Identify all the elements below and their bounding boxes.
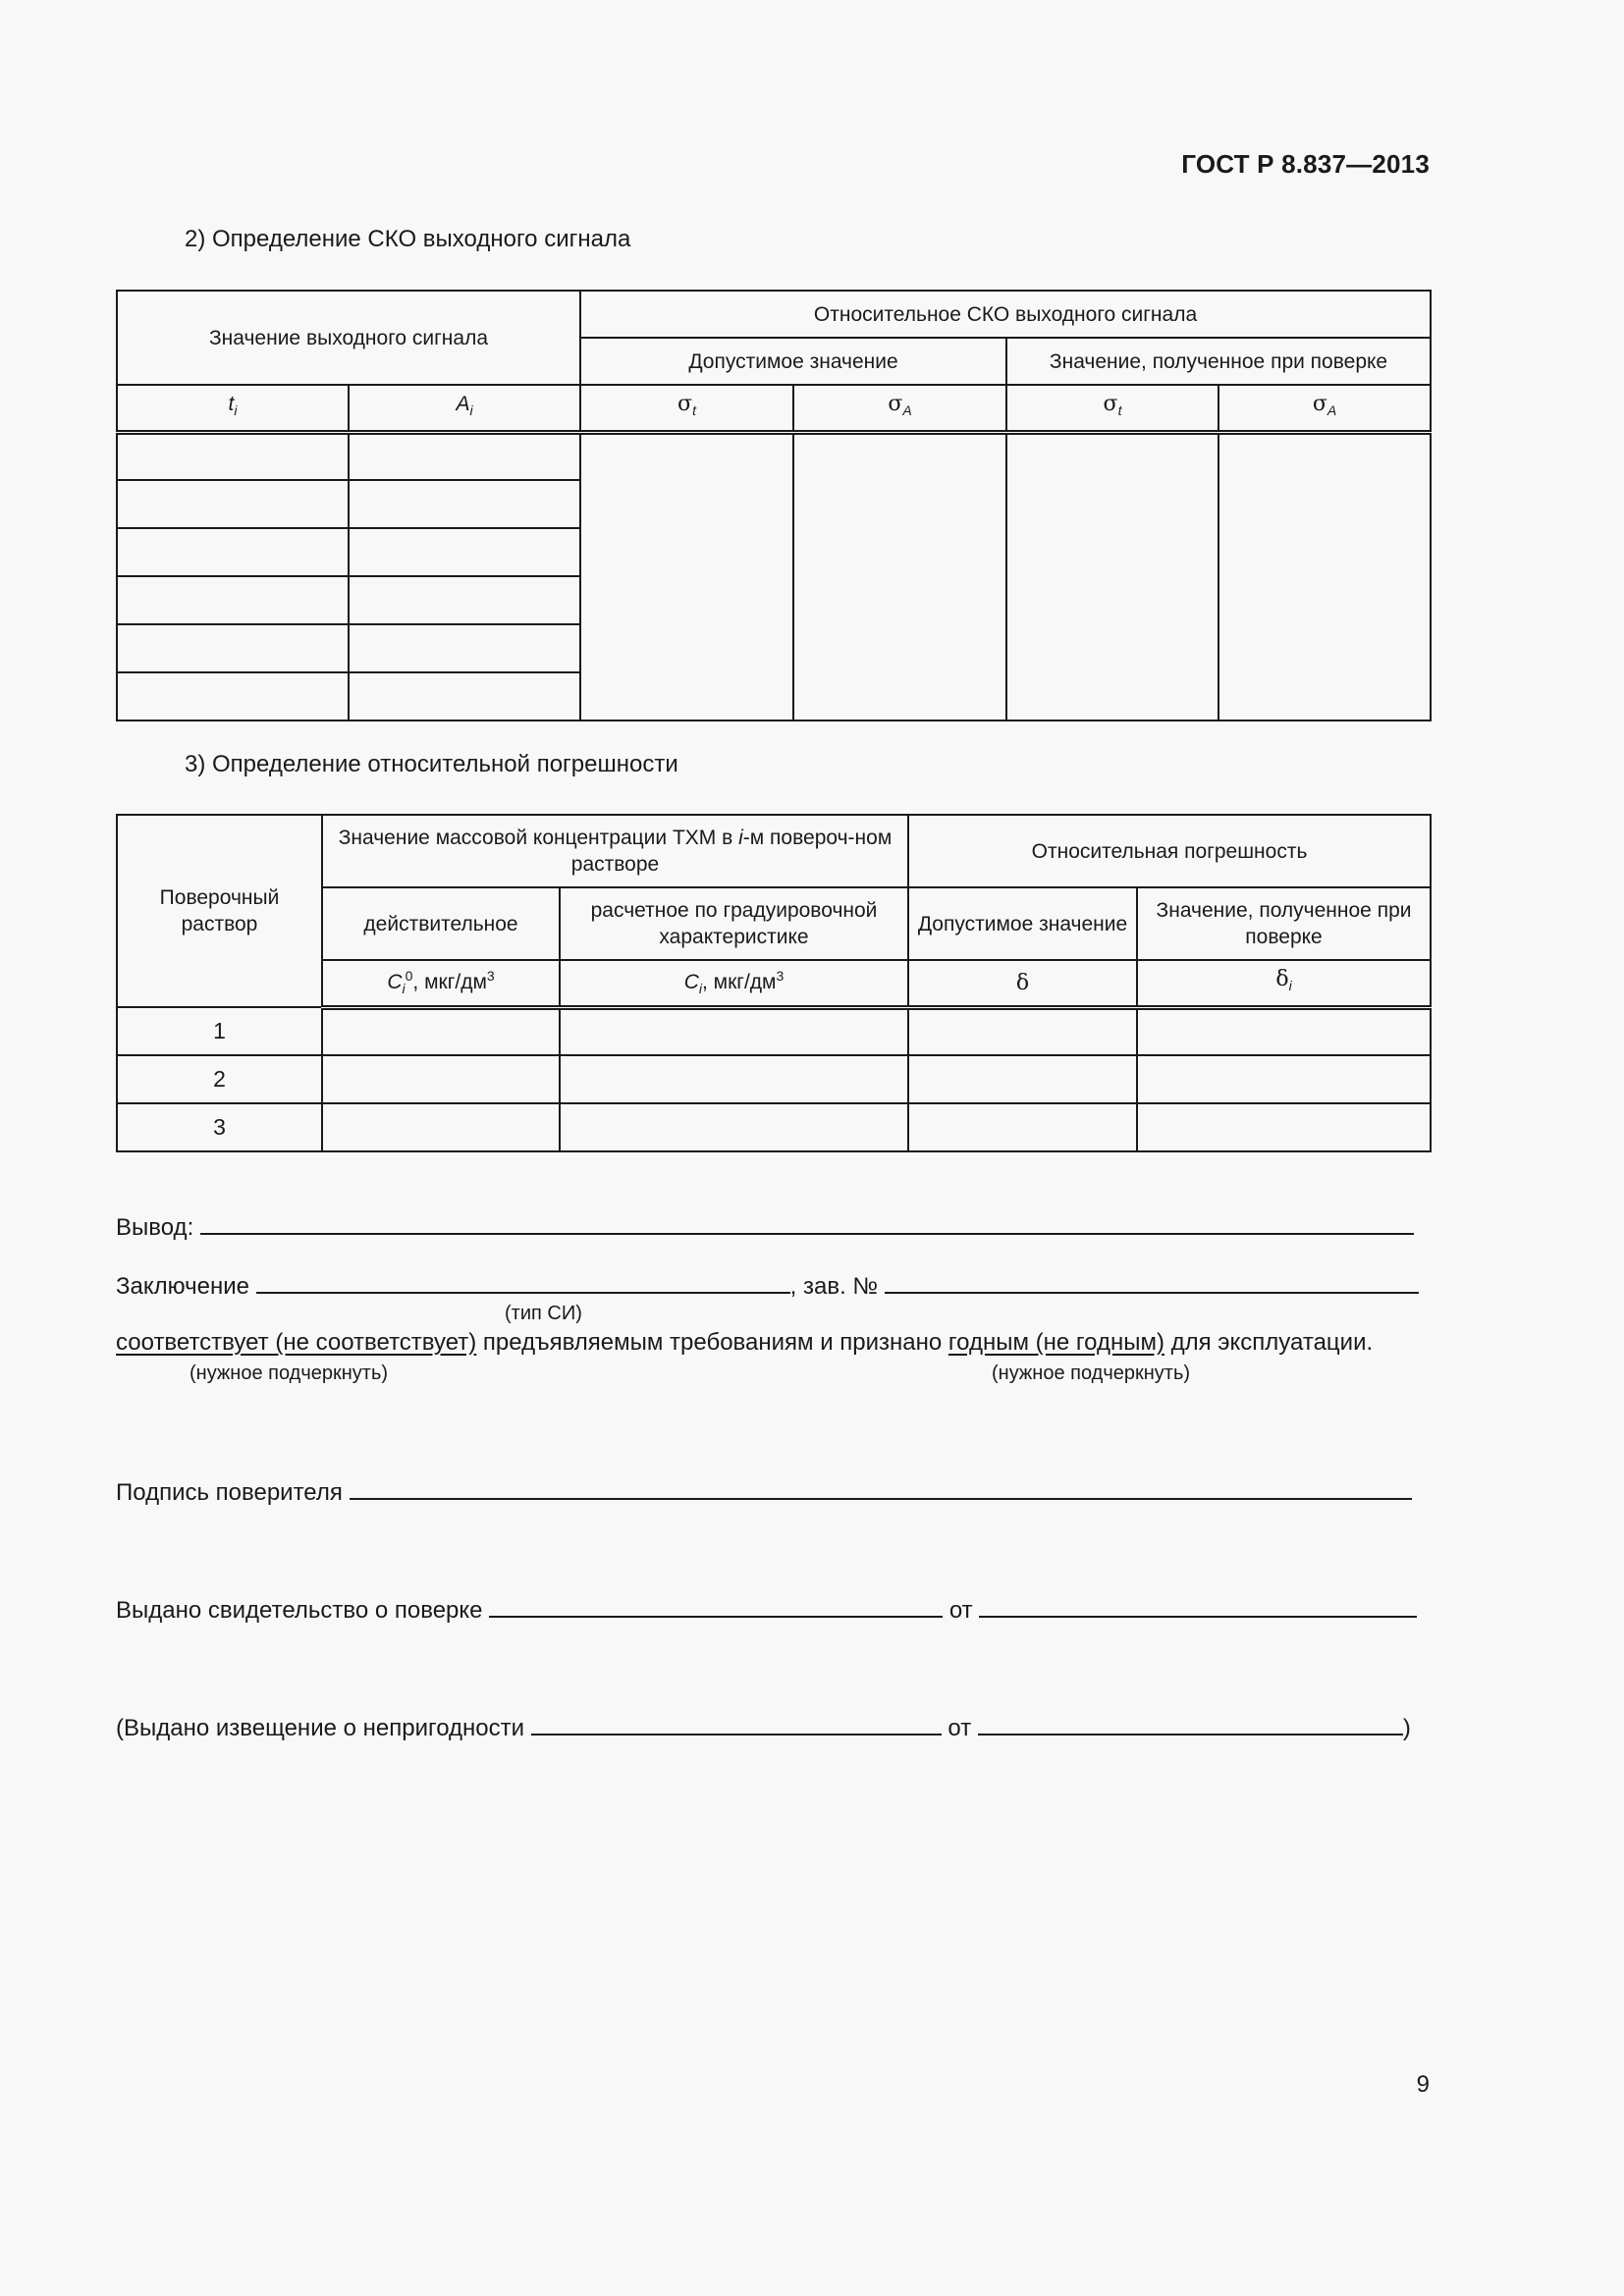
certificate-date-field[interactable] [979, 1594, 1417, 1618]
si-type-note: (тип СИ) [505, 1303, 582, 1324]
table-cell [560, 1103, 908, 1151]
row-number: 2 [117, 1055, 322, 1103]
notice-label: (Выдано извещение о непригодности [116, 1715, 525, 1741]
header-allowed-value: Допустимое значение [908, 887, 1137, 960]
from-label: от [947, 1715, 972, 1741]
si-type-field[interactable] [256, 1270, 790, 1294]
symbol-sigma-t-allowed: $\sigma_t$ [580, 385, 793, 432]
table-cell [1006, 432, 1218, 721]
table-cell [908, 1007, 1137, 1055]
header-obtained-value: Значение, полученное при поверке [1137, 887, 1431, 960]
conclusion-row [116, 1211, 1414, 1242]
header-actual: действительное [322, 887, 560, 960]
header-output-signal: Значение выходного сигнала [117, 291, 580, 385]
table-cell [560, 1055, 908, 1103]
table-cell [117, 528, 349, 576]
document-code: ГОСТ Р 8.837—2013 [1181, 149, 1430, 179]
table-cell [560, 1007, 908, 1055]
table-cell [117, 432, 349, 480]
table-cell [349, 432, 580, 480]
page-number: 9 [1416, 2071, 1430, 2098]
table-cell [322, 1007, 560, 1055]
header-mass-concentration: Значение массовой концентрации ТХМ в i-м повероч-ном растворе [322, 815, 908, 887]
serial-number-field[interactable] [885, 1270, 1419, 1294]
symbol-sigma-a-obtained: $\sigma_A$ [1218, 385, 1431, 432]
table-cell [349, 672, 580, 721]
table-cell [1137, 1103, 1431, 1151]
sko-table [116, 290, 1432, 721]
table-cell [908, 1103, 1137, 1151]
table-cell [117, 480, 349, 528]
section-3-title: 3) Определение относительной погрешности [185, 751, 678, 777]
header-rel-sko: Относительное СКО выходного сигнала [580, 291, 1431, 338]
table-cell [1137, 1007, 1431, 1055]
underline-note-2: (нужное подчеркнуть) [992, 1362, 1191, 1384]
underline-note-1: (нужное подчеркнуть) [189, 1362, 389, 1384]
header-obtained-value: Значение, полученное при поверке [1006, 338, 1431, 385]
error-table [116, 814, 1432, 1152]
certificate-number-field[interactable] [489, 1594, 943, 1618]
symbol-sigma-t-obtained: $\sigma_t$ [1006, 385, 1218, 432]
header-calculated: расчетное по градуировочной характеристике [560, 887, 908, 960]
notice-date-field[interactable] [978, 1712, 1403, 1735]
header-allowed-value: Допустимое значение [580, 338, 1006, 385]
symbol-delta-i: $\delta_i$ [1137, 960, 1431, 1007]
notice-row [116, 1712, 1411, 1742]
table-cell [1137, 1055, 1431, 1103]
symbol-t: $t_i$ [117, 385, 349, 432]
table-cell [117, 576, 349, 624]
table-cell [908, 1055, 1137, 1103]
table-cell [322, 1055, 560, 1103]
table-cell [1218, 432, 1431, 721]
table-cell [349, 624, 580, 672]
symbol-a: $A_i$ [349, 385, 580, 432]
table-cell [580, 432, 793, 721]
table-cell [349, 528, 580, 576]
unit-c0: $C_i^0$, мкг/$дм^3$ [322, 960, 560, 1007]
certificate-row [116, 1594, 1417, 1625]
zakl-label: Заключение [116, 1273, 249, 1300]
for-use-text: для эксплуатации. [1164, 1329, 1374, 1356]
closing-paren: ) [1402, 1715, 1411, 1741]
row-number: 1 [117, 1007, 322, 1055]
symbol-delta: δ [908, 960, 1137, 1007]
signature-label: Подпись поверителя [116, 1479, 343, 1506]
table-cell [349, 576, 580, 624]
table-cell [349, 480, 580, 528]
certificate-label: Выдано свидетельство о поверке [116, 1597, 483, 1624]
notice-number-field[interactable] [531, 1712, 942, 1735]
table-cell [793, 432, 1006, 721]
header-solution: Поверочный раствор [117, 815, 322, 1007]
requirements-text: предъявляемым требованиям и признано [476, 1329, 948, 1356]
header-rel-error: Относительная погрешность [908, 815, 1431, 887]
table-cell [117, 672, 349, 721]
complies-option[interactable]: соответствует (не соответствует) [116, 1329, 477, 1356]
conclusion-field[interactable] [200, 1211, 1414, 1235]
signature-field[interactable] [350, 1476, 1412, 1500]
row-number: 3 [117, 1103, 322, 1151]
table-cell [117, 624, 349, 672]
zakl-row [116, 1270, 1419, 1301]
conclusion-label: Вывод: [116, 1214, 194, 1241]
signature-row [116, 1476, 1412, 1507]
compliance-row [116, 1329, 1373, 1357]
unit-c: $C_i$, мкг/$дм^3$ [560, 960, 908, 1007]
table-cell [322, 1103, 560, 1151]
symbol-sigma-a-allowed: $\sigma_A$ [793, 385, 1006, 432]
from-label: от [948, 1597, 973, 1624]
fit-option[interactable]: годным (не годным) [947, 1329, 1164, 1356]
section-2-title: 2) Определение СКО выходного сигнала [185, 226, 631, 252]
zav-label: , зав. № [789, 1273, 879, 1300]
